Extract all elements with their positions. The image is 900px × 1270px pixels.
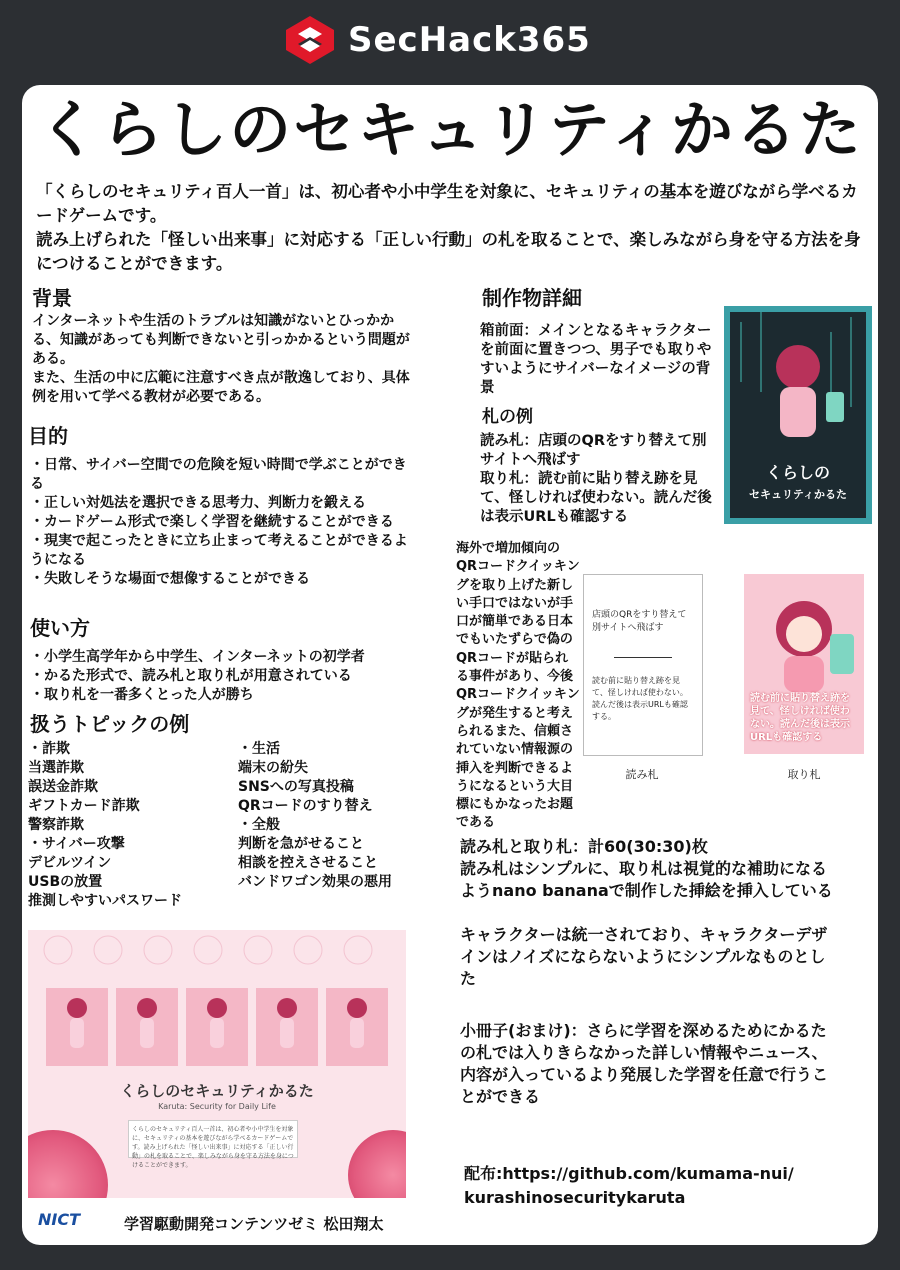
topics-left-list [28,740,228,911]
topic-item: USBの放置 [28,874,103,890]
background-line: また、生活の中に広範に注意すべき点が散逸しており、具体例を用いて学べる教材が必要である。 [32,370,410,405]
topic-item: 相談を控えさせること [238,855,378,871]
example-read: 読み札：店頭のQRをすり替えて別サイトへ飛ばす [480,433,707,468]
read-card-subtext: 読む前に貼り替え跡を見て、怪しければ使わない。読んだ後は表示URLも確認する。 [592,676,688,721]
topics-right-list [238,740,418,892]
character-note: キャラクターは統一されており、キャラクターデザインはノイズにならないようにシンプルなものとした [460,925,828,988]
topic-item: ・サイバー攻撃 [28,836,125,852]
intro-line-1: 「くらしのセキュリティ百人一首」は、初心者や小中学生を対象に、セキュリティの基本を遊びながら学べるカードゲームです。 [36,182,858,225]
nict-logo: NICT [38,1210,80,1229]
purpose-line: ・日常、サイバー空間での危険を短い時間で学ぶことができる [30,457,407,492]
take-card-image [744,574,864,754]
topics-heading: 扱うトピックの例 [30,712,190,736]
purpose-line: ・現実で起こったときに立ち止まって考えることができるようになる [30,533,408,568]
usage-line: ・取り札を一番多くとった人が勝ち [30,687,254,703]
topic-item: 誤送金詐欺 [28,779,98,795]
cover-title-line-2: セキュリティかるた [749,488,847,501]
purpose-body [30,456,412,589]
product-heading: 制作物詳細 [482,286,582,310]
box-front-text: 箱前面：メインとなるキャラクターを前面に置きつつ、男子でも取りやすいようにサイバーなイメージの背景 [480,323,712,396]
booklet-note: 小冊子(おまけ)：さらに学習を深めるためにかるたの札では入りきらなかった詳しい情報やニュース、内容が入っているより発展した学習を任意で行うことができる [460,1021,829,1106]
footer-author: 学習駆動開発コンテンツゼミ 松田翔太 [124,1215,384,1233]
distribution-link[interactable]: 配布:https://github.com/kumama-nui/kurashinosecuritykaruta [464,1164,794,1207]
intro-text [36,180,868,276]
topic-item: デビルツイン [28,855,112,871]
box-cover-image [724,306,872,524]
purpose-line: ・失敗しそうな場面で想像することができる [30,571,310,587]
take-card-text: 読む前に貼り替え跡を見て、怪しければ使わない。読んだ後は表示URLも確認する [750,693,850,743]
caption-take-card: 取り札 [787,768,821,781]
intro-line-2: 読み上げられた「怪しい出来事」に対応する「正しい行動」の札を取ることで、楽しみながら身を守る方法を身につけることができます。 [36,230,861,273]
cover-art [730,312,866,518]
cover-title [730,462,866,506]
sechack-logo-text: SecHack365 [348,20,591,60]
topic-item: ・詐欺 [28,741,70,757]
purpose-heading: 目的 [28,424,68,448]
topic-item: ・生活 [238,741,280,757]
usage-line: ・かるた形式で、読み札と取り札が用意されている [30,668,352,684]
spread-title: くらしのセキュリティかるた [120,1082,314,1100]
qr-note: 海外で増加傾向のQRコードクイッキングを取り上げた新しい手口ではないが手口が簡単である日本でもいたずらで偽のQRコードが貼られる事件があり、今後QRコードクイッキングが発生すると考えられるまた、信頼されていない情報源の挿入を判断できるようになるという大目標にもかなったお題である [456,541,580,831]
card-count: 読み札と取り札：計60(30:30)枚 [460,837,708,856]
background-heading: 背景 [32,286,72,310]
simple-note: 読み札はシンプルに、取り札は視覚的な補助になるようnano bananaで制作した挿絵を挿入している [460,859,833,900]
header [0,0,900,85]
topic-item: 端末の紛失 [238,760,308,776]
example-body [480,432,716,527]
read-card-text: 店頭のQRをすり替えて別サイトへ飛ばす [592,610,687,633]
topic-item: ・全般 [238,817,280,833]
background-body [32,312,414,407]
sechack-logo-icon [284,14,336,66]
topic-item: 警察詐欺 [28,817,84,833]
example-take: 取り札：読む前に貼り替え跡を見て、怪しければ使わない。読んだ後は表示URLも確認する [480,471,712,525]
poster-title: くらしのセキュリティかるた [37,93,863,166]
cover-title-line-1: くらしの [765,463,830,482]
usage-line: ・小学生高学年から中学生、インターネットの初学者 [30,649,365,665]
background-line: インターネットや生活のトラブルは知識がないとひっかかる、知識があっても判断できないと引っかかるという問題がある。 [32,313,410,367]
read-card-divider [614,657,672,658]
character-figures-icon [46,988,396,1068]
topic-item: 推測しやすいパスワード [28,893,182,909]
topic-item: 当選詐欺 [28,760,84,776]
read-card-image [583,574,703,756]
karuta-spread-image [28,930,406,1198]
topic-item: SNSへの写真投稿 [238,779,354,795]
topic-item: 判断を急がせること [238,836,364,852]
example-heading: 札の例 [482,407,533,427]
topic-item: QRコードのすり替え [238,798,373,814]
topic-item: ギフトカード詐欺 [28,798,140,814]
spread-description: くらしのセキュリティ百人一首は、初心者や小中学生を対象に、セキュリティの基本を遊びながら学べるカードゲームです。読み上げられた「怪しい出来事」に対応する「正しい行動」の札を取ることで、楽しみながら身を守る方法を身につけることができます。 [128,1120,298,1158]
purpose-line: ・カードゲーム形式で楽しく学習を継続することができる [30,514,394,530]
usage-body [30,648,430,705]
purpose-line: ・正しい対処法を選択できる思考力、判断力を鍛える [30,495,366,511]
topic-item: バンドワゴン効果の悪用 [238,874,392,890]
spread-subtitle: Karuta: Security for Daily Life [158,1102,276,1111]
caption-read-card: 読み札 [625,768,659,781]
usage-heading: 使い方 [30,616,90,640]
